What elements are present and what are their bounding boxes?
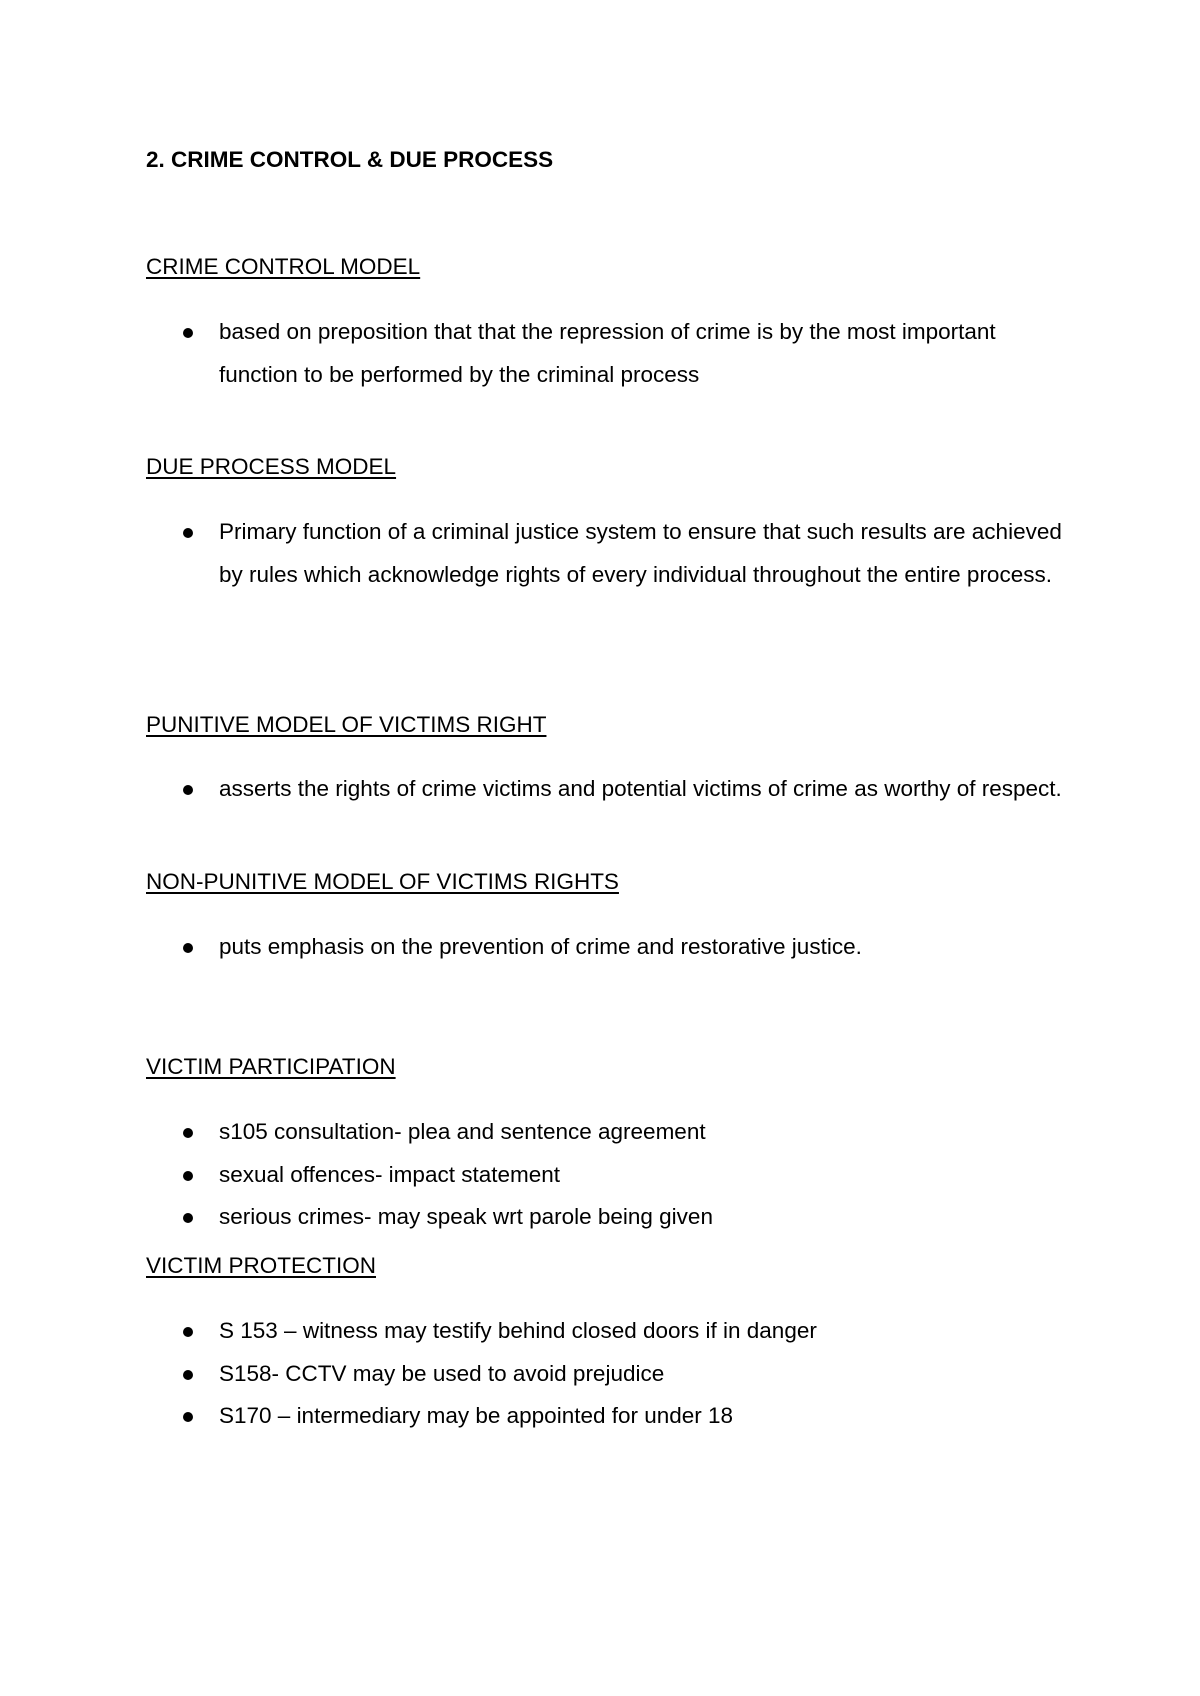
list-item-text: asserts the rights of crime victims and potential victims of crime as worthy of respect. [219, 776, 1062, 801]
bullet-icon [183, 1370, 193, 1380]
section-heading-non-punitive-model: NON-PUNITIVE MODEL OF VICTIMS RIGHTS [146, 869, 619, 894]
list-item [0, 1310, 1064, 1353]
list-item [0, 926, 1064, 969]
bullet-list-due-process-model [0, 511, 1200, 596]
section-heading-victim-protection: VICTIM PROTECTION [146, 1253, 376, 1278]
bullet-icon [183, 1213, 193, 1223]
bullet-list-crime-control-model [0, 311, 1200, 396]
list-item-text: S158- CCTV may be used to avoid prejudice [219, 1360, 665, 1386]
list-item [0, 511, 1064, 596]
list-item-text: Primary function of a criminal justice system to ensure that such results are achieved by rules which acknowledge rights of every individual throughout the entire process. [219, 519, 1062, 587]
list-item [0, 1353, 1064, 1396]
bullet-list-punitive-model [0, 768, 1200, 811]
document-title: 2. CRIME CONTROL & DUE PROCESS [146, 147, 554, 172]
list-item [0, 1395, 1064, 1438]
bullet-icon [183, 943, 193, 953]
section-heading-due-process-model: DUE PROCESS MODEL [146, 454, 397, 479]
bullet-icon [183, 1171, 193, 1181]
list-item [0, 1154, 1064, 1197]
section-heading-punitive-model: PUNITIVE MODEL OF VICTIMS RIGHT [146, 712, 547, 737]
list-item [0, 768, 1064, 811]
section-heading-crime-control-model: CRIME CONTROL MODEL [146, 254, 421, 279]
bullet-icon [183, 1327, 193, 1337]
list-item-text: sexual offences- impact statement [219, 1161, 561, 1187]
bullet-list-victim-protection [0, 1310, 1200, 1438]
list-item [0, 1111, 1064, 1154]
bullet-icon [183, 328, 193, 338]
list-item [0, 1196, 1064, 1239]
bullet-icon [183, 528, 193, 538]
section-heading-victim-participation: VICTIM PARTICIPATION [146, 1054, 396, 1079]
list-item-text: S 153 – witness may testify behind closed doors if in danger [219, 1318, 817, 1343]
list-item-text: based on preposition that that the repression of crime is by the most important function to be performed by the criminal process [219, 319, 996, 387]
list-item-text: puts emphasis on the prevention of crime and restorative justice. [219, 934, 862, 959]
bullet-icon [183, 1128, 193, 1138]
list-item-text: serious crimes- may speak wrt parole being given [219, 1204, 713, 1229]
bullet-icon [183, 785, 193, 795]
bullet-list-non-punitive-model [0, 926, 1200, 969]
list-item-text: s105 consultation- plea and sentence agreement [219, 1119, 706, 1144]
bullet-icon [183, 1412, 193, 1422]
bullet-list-victim-participation [0, 1111, 1200, 1239]
list-item-text: S170 – intermediary may be appointed for under 18 [219, 1403, 734, 1428]
list-item [0, 311, 1064, 396]
